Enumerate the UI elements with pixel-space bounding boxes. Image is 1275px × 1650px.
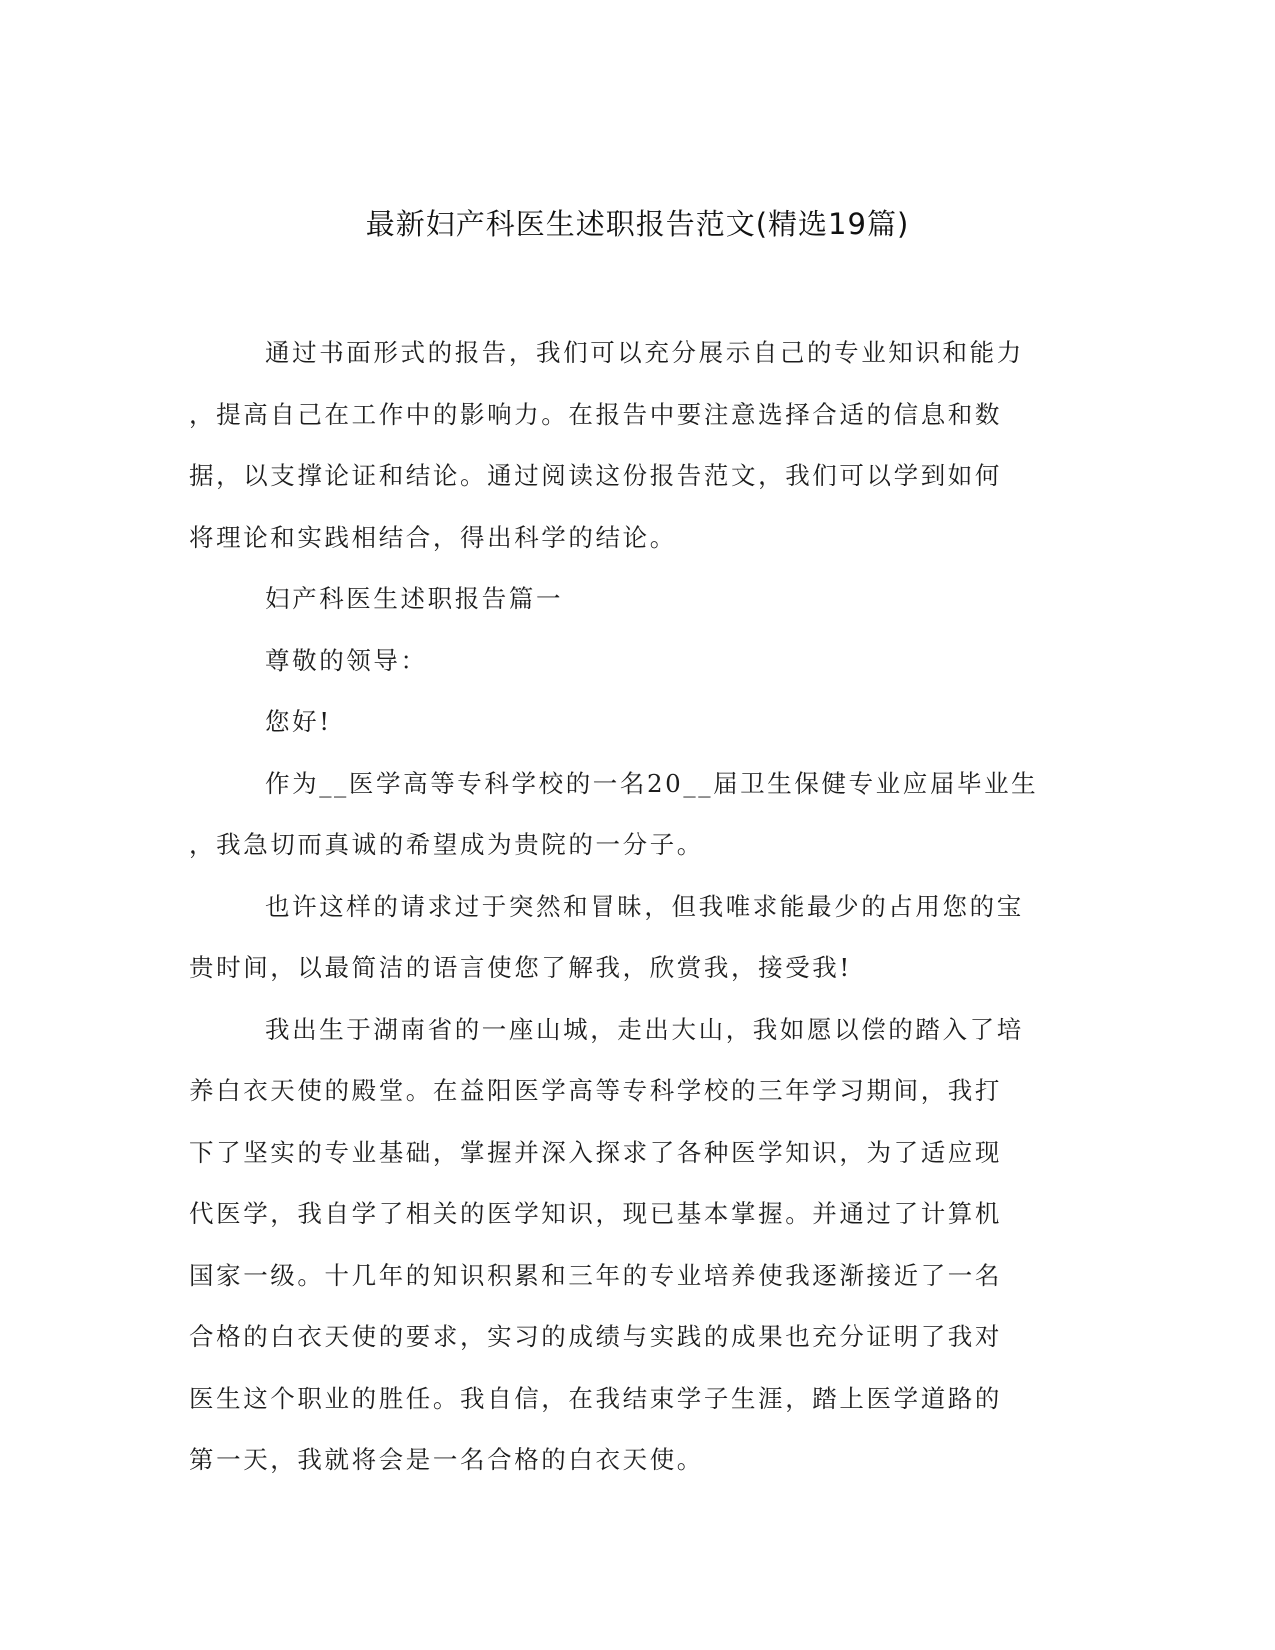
section-heading [189, 568, 1089, 630]
paragraph-background [189, 999, 1089, 1491]
text-line: ，我急切而真诚的希望成为贵院的一分子。 [189, 830, 704, 859]
text-line: 也许这样的请求过于突然和冒昧，但我唯求能最少的占用您的宝 [265, 891, 1024, 921]
text-line: 您好! [265, 707, 332, 736]
text-line: 养白衣天使的殿堂。在益阳医学高等专科学校的三年学习期间，我打 [189, 1076, 1002, 1105]
document-body [189, 322, 1089, 1491]
text-line: 医生这个职业的胜任。我自信，在我结束学子生涯，踏上医学道路的 [189, 1383, 1002, 1413]
document-title: 最新妇产科医生述职报告范文(精选19篇) [365, 207, 910, 241]
text-line: 下了坚实的专业基础，掌握并深入探求了各种医学知识，为了适应现 [189, 1137, 1002, 1167]
paragraph-introduction [189, 753, 1089, 876]
paragraph-intro [189, 322, 1089, 568]
text-line: 尊敬的领导： [265, 645, 428, 675]
text-line: 我出生于湖南省的一座山城，走出大山，我如愿以偿的踏入了培 [265, 1014, 1024, 1044]
text-line: 合格的白衣天使的要求，实习的成绩与实践的成果也充分证明了我对 [189, 1322, 1002, 1351]
text-line: 贵时间，以最简洁的语言使您了解我，欣赏我，接受我! [189, 953, 852, 982]
text-line: 妇产科医生述职报告篇一 [265, 584, 564, 613]
text-line: 通过书面形式的报告，我们可以充分展示自己的专业知识和能力 [265, 338, 1024, 367]
text-line: 国家一级。十几年的知识积累和三年的专业培养使我逐渐接近了一名 [189, 1260, 1002, 1290]
greeting [189, 691, 1089, 753]
text-line: 据，以支撑论证和结论。通过阅读这份报告范文，我们可以学到如何 [189, 461, 1002, 490]
paragraph-request [189, 876, 1089, 999]
salutation [189, 630, 1089, 692]
text-line: 将理论和实践相结合，得出科学的结论。 [189, 522, 677, 552]
text-line: ，提高自己在工作中的影响力。在报告中要注意选择合适的信息和数 [189, 399, 1002, 429]
text-line: 作为__医学高等专科学校的一名20__届卫生保健专业应届毕业生 [265, 768, 1039, 798]
text-line: 第一天，我就将会是一名合格的白衣天使。 [189, 1445, 704, 1474]
text-line: 代医学，我自学了相关的医学知识，现已基本掌握。并通过了计算机 [189, 1199, 1002, 1228]
